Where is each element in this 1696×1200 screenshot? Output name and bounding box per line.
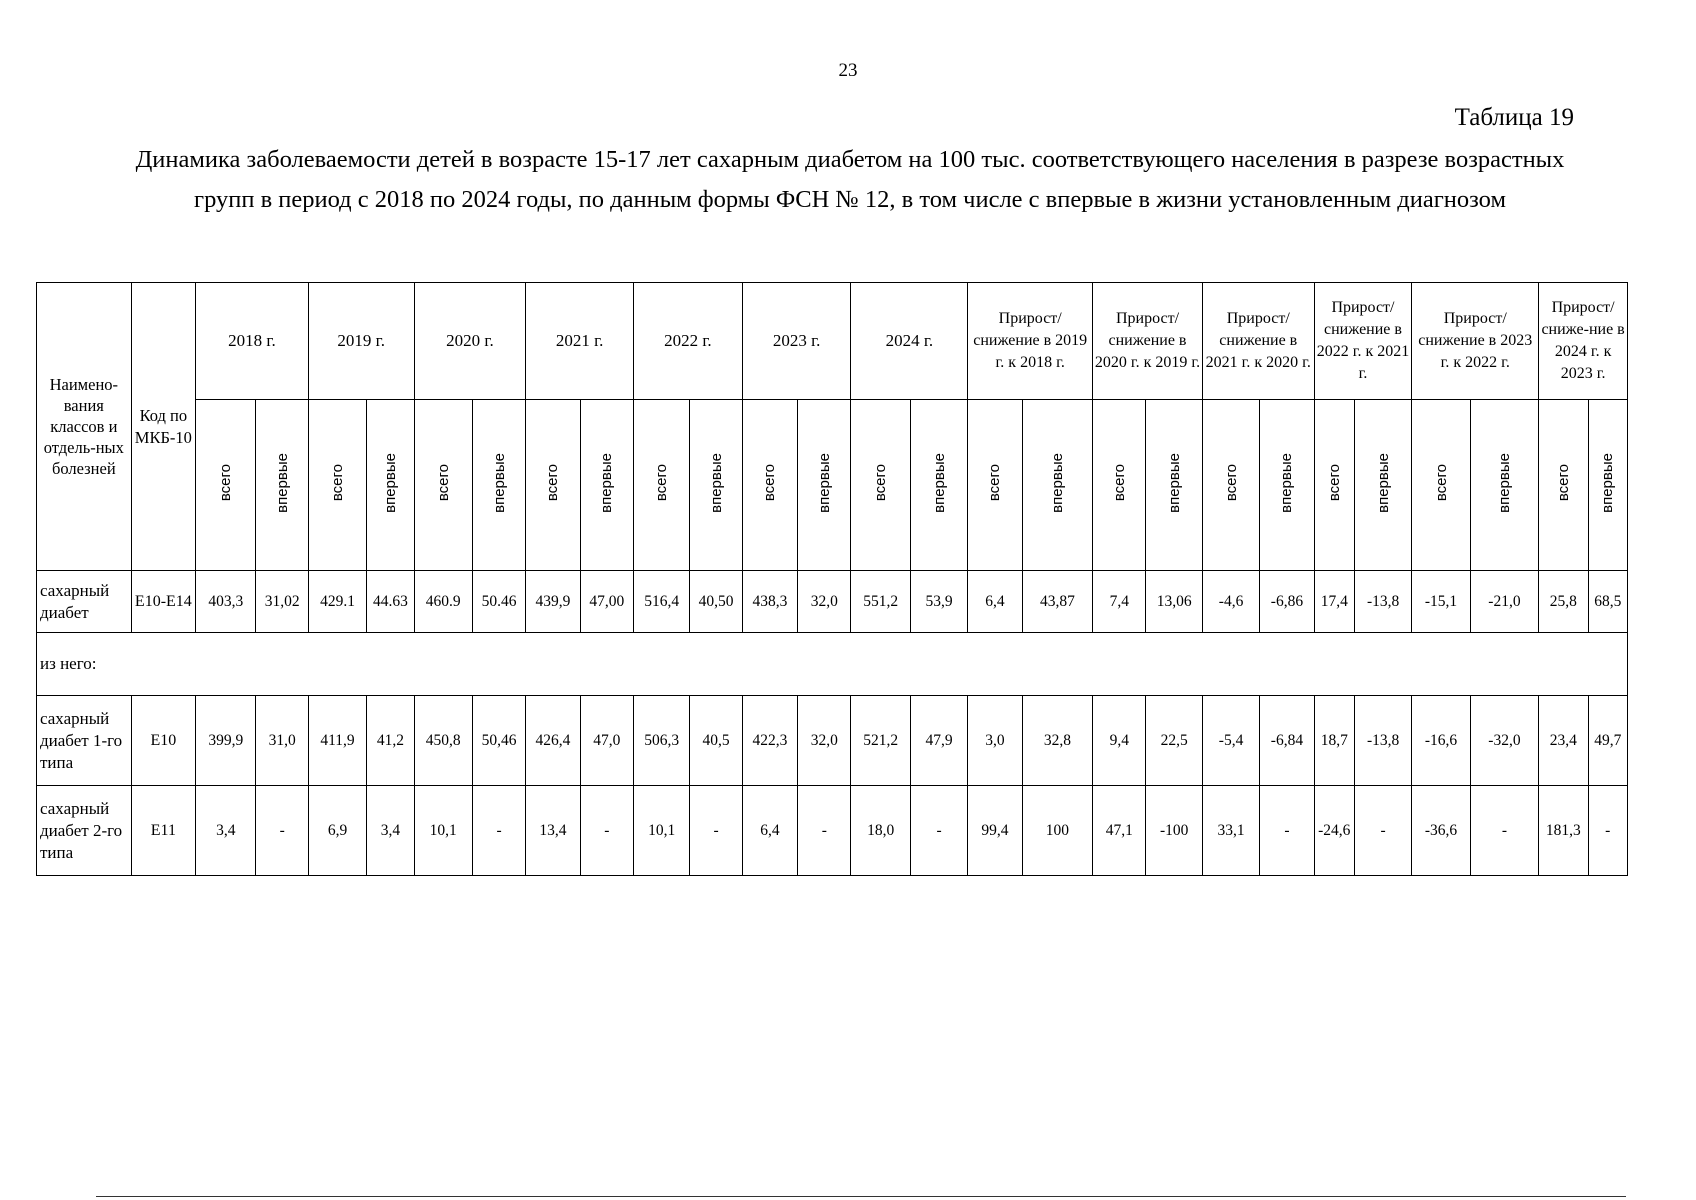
row-code: E10 xyxy=(131,696,195,786)
subheader-label: впервые xyxy=(1278,452,1296,513)
table-title: Динамика заболеваемости детей в возрасте 15-17 лет сахарным диабетом на 100 тыс. соответствующего населения в разрезе возрастных групп в период с 2018 по 2024 годы, по данным формы ФСН № 12, в том числе с впервые в жизни установленным диагнозом xyxy=(135,146,1565,213)
section-label: из него: xyxy=(37,633,196,696)
subheader-label: впервые xyxy=(815,452,833,513)
row-value: 438,3 xyxy=(742,571,797,633)
header-year: 2019 г. xyxy=(308,283,414,400)
header-name: Наимено-вания классов и отдель-ных болезней xyxy=(37,283,132,571)
row-value: 40,50 xyxy=(690,571,742,633)
row-value: - xyxy=(1470,786,1538,876)
incidence-table xyxy=(36,282,1628,876)
header-growth: Прирост/ сниже-ние в 2024 г. к 2023 г. xyxy=(1539,283,1628,400)
subheader-total xyxy=(196,400,256,571)
row-value: 50,46 xyxy=(472,696,525,786)
row-value: 25,8 xyxy=(1539,571,1588,633)
row-value: -13,8 xyxy=(1354,696,1411,786)
subheader-label: всего xyxy=(1222,463,1240,502)
subheader-label: всего xyxy=(329,463,347,502)
row-value: 551,2 xyxy=(851,571,910,633)
row-value: -24,6 xyxy=(1314,786,1354,876)
row-name: сахарный диабет xyxy=(37,571,132,633)
header-growth: Прирост/ снижение в 2021 г. к 2020 г. xyxy=(1202,283,1314,400)
row-value: 3,0 xyxy=(968,696,1022,786)
section-label-row xyxy=(37,633,1628,696)
row-value: 23,4 xyxy=(1539,696,1588,786)
table-row xyxy=(37,696,1628,786)
subheader-label: впервые xyxy=(1374,452,1392,513)
subheader-first xyxy=(798,400,851,571)
row-value: -15,1 xyxy=(1412,571,1470,633)
subheader-label: впервые xyxy=(930,452,948,513)
row-value: -21,0 xyxy=(1470,571,1538,633)
row-value: - xyxy=(472,786,525,876)
header-year: 2023 г. xyxy=(742,283,851,400)
subheader-label: впервые xyxy=(707,452,725,513)
row-value: 47,0 xyxy=(580,696,633,786)
row-value: 40,5 xyxy=(690,696,742,786)
header-year: 2021 г. xyxy=(526,283,634,400)
subheader-label: всего xyxy=(761,463,779,502)
row-value: 426,4 xyxy=(526,696,580,786)
row-value: - xyxy=(1260,786,1314,876)
row-value: -13,8 xyxy=(1354,571,1411,633)
row-value: 10,1 xyxy=(414,786,472,876)
row-value: - xyxy=(1354,786,1411,876)
subheader-first xyxy=(1022,400,1092,571)
row-value: 3,4 xyxy=(367,786,414,876)
subheader-label: впервые xyxy=(1495,452,1513,513)
row-value: 7,4 xyxy=(1093,571,1146,633)
row-value: - xyxy=(256,786,308,876)
subheader-total xyxy=(851,400,910,571)
row-value: 3,4 xyxy=(196,786,256,876)
row-value: 403,3 xyxy=(196,571,256,633)
subheader-label: всего xyxy=(1554,463,1572,502)
row-value: 13,4 xyxy=(526,786,580,876)
row-value: - xyxy=(910,786,967,876)
subheader-label: всего xyxy=(217,463,235,502)
subheader-first xyxy=(690,400,742,571)
subheader-label: впервые xyxy=(1165,452,1183,513)
table-row xyxy=(37,571,1628,633)
subheader-label: впервые xyxy=(1048,452,1066,513)
subheader-label: всего xyxy=(986,463,1004,502)
row-value: 516,4 xyxy=(634,571,690,633)
row-value: 18,0 xyxy=(851,786,910,876)
subheader-label: впервые xyxy=(381,452,399,513)
subheader-label: всего xyxy=(872,463,890,502)
row-value: 6,4 xyxy=(742,786,797,876)
header-growth: Прирост/ снижение в 2020 г. к 2019 г. xyxy=(1093,283,1203,400)
header-year: 2024 г. xyxy=(851,283,968,400)
row-value: 506,3 xyxy=(634,696,690,786)
row-value: 6,9 xyxy=(308,786,366,876)
row-value: 50.46 xyxy=(472,571,525,633)
subheader-label: всего xyxy=(434,463,452,502)
row-value: -6,86 xyxy=(1260,571,1314,633)
subheader-label: всего xyxy=(1432,463,1450,502)
row-name: сахарный диабет 2-го типа xyxy=(37,786,132,876)
row-value: - xyxy=(690,786,742,876)
subheader-total xyxy=(968,400,1022,571)
row-value: 99,4 xyxy=(968,786,1022,876)
subheader-first xyxy=(1588,400,1627,571)
row-value: 32,0 xyxy=(798,571,851,633)
row-value: 49,7 xyxy=(1588,696,1627,786)
subheader-label: впервые xyxy=(598,452,616,513)
subheader-total xyxy=(308,400,366,571)
row-value: -4,6 xyxy=(1202,571,1259,633)
row-value: 399,9 xyxy=(196,696,256,786)
row-value: 41,2 xyxy=(367,696,414,786)
subheader-total xyxy=(1314,400,1354,571)
subheader-total xyxy=(526,400,580,571)
subheader-label: впервые xyxy=(273,452,291,513)
header-year: 2018 г. xyxy=(196,283,309,400)
header-growth: Прирост/ снижение в 2023 г. к 2022 г. xyxy=(1412,283,1539,400)
row-value: 422,3 xyxy=(742,696,797,786)
row-value: 31,0 xyxy=(256,696,308,786)
row-value: - xyxy=(580,786,633,876)
row-value: 460.9 xyxy=(414,571,472,633)
subheader-total xyxy=(1093,400,1146,571)
subheader-first xyxy=(1260,400,1314,571)
row-value: 47,9 xyxy=(910,696,967,786)
subheader-first xyxy=(580,400,633,571)
subheader-label: всего xyxy=(1325,463,1343,502)
row-value: 100 xyxy=(1022,786,1092,876)
subheader-first xyxy=(1146,400,1202,571)
row-value: 439,9 xyxy=(526,571,580,633)
row-value: -16,6 xyxy=(1412,696,1470,786)
row-code: E11 xyxy=(131,786,195,876)
subheader-label: впервые xyxy=(490,452,508,513)
subheader-first xyxy=(1470,400,1538,571)
row-value: -6,84 xyxy=(1260,696,1314,786)
row-value: 10,1 xyxy=(634,786,690,876)
page-number: 23 xyxy=(838,60,858,81)
row-value: 53,9 xyxy=(910,571,967,633)
row-value: 181,3 xyxy=(1539,786,1588,876)
row-value: 6,4 xyxy=(968,571,1022,633)
row-value: 521,2 xyxy=(851,696,910,786)
row-value: -36,6 xyxy=(1412,786,1470,876)
subheader-label: впервые xyxy=(1599,452,1617,513)
row-code: E10-E14 xyxy=(131,571,195,633)
row-value: 33,1 xyxy=(1202,786,1259,876)
subheader-total xyxy=(1202,400,1259,571)
row-value: - xyxy=(798,786,851,876)
subheader-first xyxy=(472,400,525,571)
header-year: 2020 г. xyxy=(414,283,526,400)
row-value: 47,00 xyxy=(580,571,633,633)
row-value: 32,0 xyxy=(798,696,851,786)
row-name: сахарный диабет 1-го типа xyxy=(37,696,132,786)
row-value: 44.63 xyxy=(367,571,414,633)
row-value: 22,5 xyxy=(1146,696,1202,786)
subheader-total xyxy=(742,400,797,571)
subheader-total xyxy=(634,400,690,571)
table-row xyxy=(37,786,1628,876)
section-label-spacer xyxy=(196,633,1628,696)
row-value: 411,9 xyxy=(308,696,366,786)
footer-rule xyxy=(96,1196,1626,1197)
table-number: Таблица 19 xyxy=(1454,104,1574,131)
subheader-first xyxy=(1354,400,1411,571)
subheader-label: всего xyxy=(653,463,671,502)
row-value: 9,4 xyxy=(1093,696,1146,786)
subheader-first xyxy=(910,400,967,571)
row-value: 450,8 xyxy=(414,696,472,786)
subheader-total xyxy=(1412,400,1470,571)
row-value: 31,02 xyxy=(256,571,308,633)
row-value: -100 xyxy=(1146,786,1202,876)
subheader-first xyxy=(367,400,414,571)
header-code: Код по МКБ-10 xyxy=(131,283,195,571)
row-value: 18,7 xyxy=(1314,696,1354,786)
row-value: 47,1 xyxy=(1093,786,1146,876)
subheader-total xyxy=(414,400,472,571)
subheader-first xyxy=(256,400,308,571)
subheader-label: всего xyxy=(544,463,562,502)
row-value: 68,5 xyxy=(1588,571,1627,633)
row-value: 429.1 xyxy=(308,571,366,633)
subheader-total xyxy=(1539,400,1588,571)
header-growth: Прирост/ снижение в 2019 г. к 2018 г. xyxy=(968,283,1093,400)
header-growth: Прирост/ снижение в 2022 г. к 2021 г. xyxy=(1314,283,1412,400)
row-value: 32,8 xyxy=(1022,696,1092,786)
row-value: 13,06 xyxy=(1146,571,1202,633)
row-value: - xyxy=(1588,786,1627,876)
row-value: -5,4 xyxy=(1202,696,1259,786)
row-value: 43,87 xyxy=(1022,571,1092,633)
row-value: -32,0 xyxy=(1470,696,1538,786)
subheader-label: всего xyxy=(1110,463,1128,502)
row-value: 17,4 xyxy=(1314,571,1354,633)
header-year: 2022 г. xyxy=(634,283,743,400)
